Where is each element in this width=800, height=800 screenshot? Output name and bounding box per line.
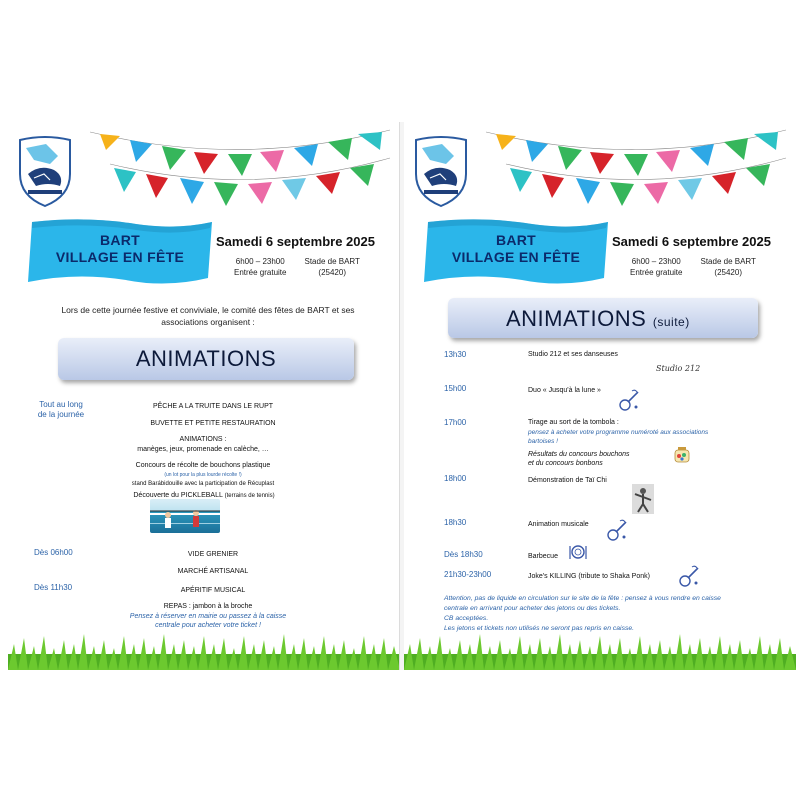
schedule-label: Studio 212 et ses danseuses [528, 351, 618, 358]
event-info [630, 256, 756, 278]
animations-heading: ANIMATIONS [135, 346, 277, 371]
tombola-title: Tirage au sort de la tombola : [528, 419, 619, 426]
item-aperitif: APÉRITIF MUSICAL [180, 587, 246, 594]
animations-heading-box [58, 338, 354, 380]
village-tagline: VILLAGE EN FÊTE [451, 249, 581, 265]
animations-desc: manèges, jeux, promenade en calèche, … [137, 445, 269, 453]
village-name: BART [99, 232, 141, 248]
schedule-time: 17h00 [444, 418, 467, 427]
item-marche: MARCHÉ ARTISANAL [177, 568, 249, 575]
plate-cutlery-icon [568, 542, 588, 562]
village-tagline: VILLAGE EN FÊTE [55, 249, 185, 265]
banner-title [26, 232, 214, 266]
warning-line-3: CB acceptées. [444, 615, 489, 622]
candy-jar-icon [672, 444, 692, 464]
concours-stand: stand Barábidouille avec la participation de Récuplast [131, 481, 275, 487]
event-postcode: (25420) [318, 268, 346, 277]
repas-note-2: centrale pour acheter votre ticket ! [155, 622, 261, 629]
item-peche: PÊCHE A LA TRUITE DANS LE RUPT [152, 403, 274, 410]
club-logo-icon [410, 134, 472, 208]
schedule-tombola [528, 418, 748, 469]
warning-line-4: Les jetons et tickets non utilisés ne seront pas repris en caisse. [444, 625, 635, 632]
schedule-time: Dès 18h30 [444, 550, 483, 559]
event-hours: 6h00 – 23h00 [235, 257, 285, 266]
schedule-time: 18h00 [444, 474, 467, 483]
tombola-note-1: pensez à acheter votre programme numéroté aux associations [528, 428, 709, 436]
tombola-note-2: bartoises ! [528, 438, 558, 445]
pickleball-photo [150, 499, 220, 533]
grass-decoration [8, 630, 400, 670]
resultats-2: et du concours bonbons [528, 460, 603, 467]
item-vide-grenier: VIDE GRENIER [187, 551, 239, 558]
event-date: Samedi 6 septembre 2025 [216, 234, 375, 249]
warning-line-1: Attention, pas de liquide en circulation sur le site de la fête : pensez à vous rendre en caisse [444, 595, 721, 602]
animations-suite-suffix: (suite) [652, 315, 690, 329]
pickleball-title: Découverte du PICKLEBALL [133, 492, 223, 499]
time-0600: Dès 06h00 [34, 548, 73, 557]
flyer-page-right [404, 122, 796, 670]
time-1130: Dès 11h30 [34, 583, 73, 592]
event-entry: Entrée gratuite [630, 268, 683, 277]
animations-suite-heading-box [448, 298, 758, 338]
animations-title: ANIMATIONS : [179, 436, 227, 443]
schedule-time: 18h30 [444, 518, 467, 527]
payment-warning [444, 594, 774, 634]
item-buvette: BUVETTE ET PETITE RESTAURATION [150, 420, 276, 427]
time-allday [30, 400, 92, 420]
event-info [234, 256, 360, 278]
animations-suite-heading [506, 306, 690, 332]
schedule-label: Animation musicale [528, 521, 589, 528]
pickleball-note: (terrains de tennis) [224, 493, 275, 499]
time-allday-line1: Tout au long [39, 400, 83, 409]
repas-note-1: Pensez à réserver en mairie ou passez à la caisse [129, 612, 287, 620]
event-hours: 6h00 – 23h00 [631, 257, 681, 266]
item-concours [98, 461, 308, 490]
studio-logo-icon: Studio 212 [656, 364, 701, 373]
schedule-label: Barbecue [528, 553, 558, 560]
item-repas [98, 602, 318, 631]
tai-chi-photo-icon [632, 484, 654, 514]
schedule-time: 13h30 [444, 350, 467, 359]
concours-note: (un lot pour la plus lourde récolte !) [164, 471, 242, 478]
bunting-decoration [90, 128, 390, 218]
event-venue: Stade de BART [304, 257, 360, 266]
intro-text: Lors de cette journée festive et conviviale, le comité des fêtes de BART et ses associations organisent : [61, 305, 355, 327]
concours-title: Concours de récolte de bouchons plastique [135, 462, 271, 469]
banner-title [422, 232, 610, 266]
schedule-time: 15h00 [444, 384, 467, 393]
animations-suite-title: ANIMATIONS [506, 306, 647, 331]
warning-line-2: centrale en arrivant pour acheter des jetons ou des tickets. [444, 605, 621, 612]
grass-decoration [404, 630, 796, 670]
guitar-icon [676, 564, 702, 590]
event-postcode: (25420) [714, 268, 742, 277]
guitar-icon [604, 518, 630, 544]
resultats-1: Résultats du concours bouchons [528, 450, 630, 458]
event-date: Samedi 6 septembre 2025 [612, 234, 771, 249]
bunting-decoration [486, 128, 786, 218]
time-allday-line2: de la journée [37, 410, 85, 419]
flyer-page-left [8, 122, 400, 670]
item-animations [98, 435, 308, 454]
event-venue: Stade de BART [700, 257, 756, 266]
schedule-label: Duo « Jusqu'à la lune » [528, 387, 601, 394]
guitar-icon [616, 388, 642, 414]
schedule-label: Démonstration de Taï Chi [528, 477, 607, 484]
schedule-time: 21h30-23h00 [444, 570, 492, 579]
village-name: BART [495, 232, 537, 248]
schedule-label: Joke's KILLING (tribute to Shaka Ponk) [528, 573, 650, 580]
event-entry: Entrée gratuite [234, 268, 287, 277]
repas-title: REPAS : jambon à la broche [163, 603, 253, 610]
club-logo-icon [14, 134, 76, 208]
